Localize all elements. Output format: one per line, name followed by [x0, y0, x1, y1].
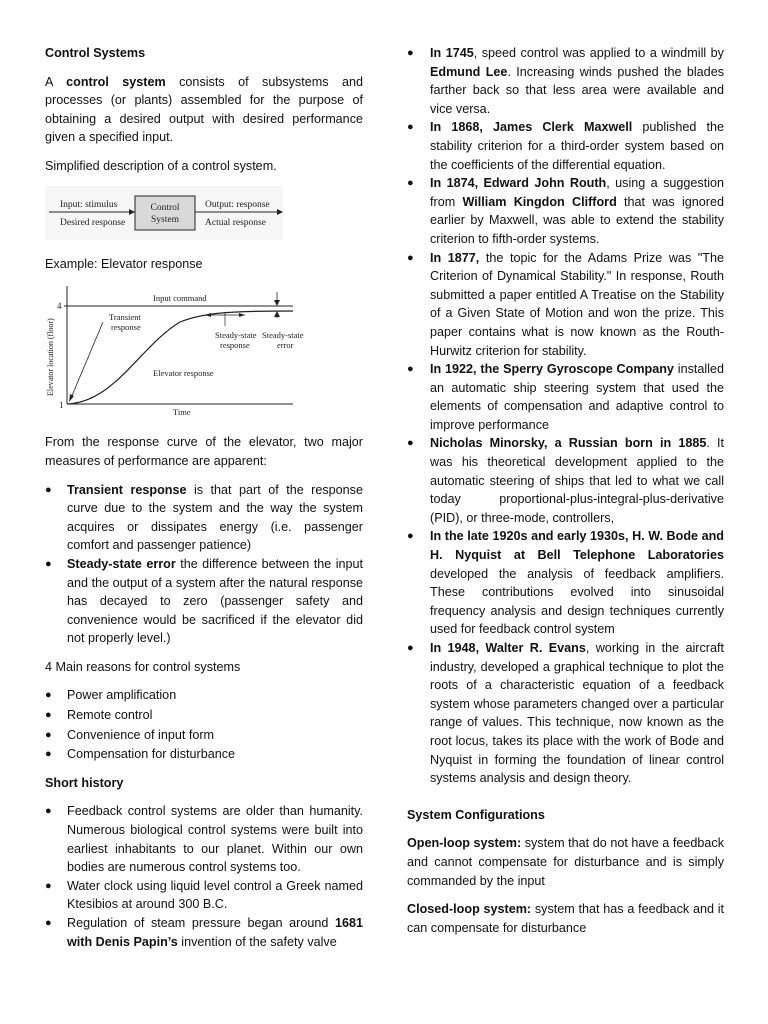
- intro-prefix: A: [45, 74, 67, 89]
- reasons-list: [45, 686, 363, 763]
- history-text: . It was his theoretical development applied to the automatic steering of ships that led to what we call today proportional-plus-integral-plus-derivative (PID), or three-mode, controllers,: [430, 436, 724, 525]
- history-text: , speed control was applied to a windmill by: [473, 46, 724, 60]
- list-item: [407, 434, 724, 527]
- history-bold: Nicholas Minorsky, a Russian born in 1885: [430, 436, 707, 451]
- measure-text: is that part of the response curve due to the system and the way the system acquires or dissipates energy (i.e. passenger comfort and passenger patience): [67, 482, 363, 553]
- history-list-right: [407, 44, 724, 788]
- reason-text: Remote control: [67, 708, 153, 723]
- reasons-heading: 4 Main reasons for control systems: [45, 659, 241, 674]
- steady-label-1: Steady-state: [215, 329, 257, 340]
- history-text: the topic for the Adams Prize was "The Criterion of Dynamical Stability." In response, Routh submitted a paper entitled A Treatise on the Stability of a Given State of Motion and won the prize. This paper contains what is now known as the Routh-Hurwitz criterion for stability.: [430, 250, 724, 358]
- history-text: Water clock using liquid level control a Greek named Ktesibios at around 300 B.C.: [67, 878, 363, 912]
- y-tick-bottom: 1: [59, 399, 64, 410]
- list-item: [45, 877, 363, 914]
- example-caption: Example: Elevator response: [45, 257, 203, 272]
- history-text: published the stability criterion for a third-order system based on the coefficients of the differential equation.: [430, 120, 724, 172]
- bullet-icon: ●: [45, 709, 52, 722]
- list-item: [407, 249, 724, 361]
- intro-rest: consists of subsystems and processes (or plants) assembled for the purpose of obtaining a desired output with desired performance given a specified input.: [45, 74, 363, 145]
- transient-label-1: Transient: [109, 311, 141, 322]
- history-bold: William Kingdon Clifford: [462, 194, 617, 209]
- elevator-response-curve: [67, 311, 293, 404]
- measures-intro: From the response curve of the elevator, two major measures of performance are apparent:: [45, 435, 363, 468]
- intro-paragraph: [45, 73, 363, 147]
- bd-output-top: Output: response: [205, 199, 270, 210]
- bullet-icon: ●: [45, 728, 52, 741]
- document-title: Control Systems: [45, 46, 146, 60]
- history-after: invention of the safety valve: [177, 934, 337, 949]
- y-tick-top: 4: [57, 300, 62, 311]
- measure-term: Steady-state error: [67, 556, 176, 571]
- bullet-icon: ●: [45, 483, 52, 496]
- list-item: [45, 914, 363, 951]
- steady-label-2: response: [220, 339, 250, 350]
- history-bold: In the late 1920s and early 1930s, H. W. Bode and H. Nyquist at Bell Telephone Laboratories: [430, 529, 724, 563]
- bullet-icon: ●: [45, 805, 52, 818]
- x-axis-label: Time: [173, 406, 191, 417]
- list-item: [407, 174, 724, 248]
- block-diagram-svg: [45, 186, 283, 240]
- measure-term: Transient response: [67, 482, 187, 497]
- bullet-icon: ●: [45, 557, 52, 570]
- history-bold: In 1745: [430, 46, 474, 60]
- block-diagram: [45, 186, 363, 246]
- bullet-icon: ●: [45, 748, 52, 761]
- config-heading: System Configurations: [407, 807, 545, 822]
- bullet-icon: ●: [407, 251, 414, 264]
- list-item: [407, 360, 724, 434]
- reason-text: Convenience of input form: [67, 727, 215, 742]
- elevator-response-svg: [45, 284, 304, 417]
- list-item: [45, 802, 363, 876]
- list-item: [45, 745, 363, 764]
- bullet-icon: ●: [45, 689, 52, 702]
- history-bold: In 1922, the Sperry Gyroscope Company: [430, 362, 674, 377]
- input-command-label: Input command: [153, 292, 207, 303]
- bullet-icon: ●: [407, 177, 414, 190]
- bullet-icon: ●: [407, 642, 414, 654]
- open-loop-text: system that do not have a feedback and cannot compensate for disturbance and is simply commanded by the input: [407, 836, 724, 888]
- open-loop-term: Open-loop system:: [407, 836, 522, 851]
- bullet-icon: ●: [407, 47, 414, 59]
- history-text: , working in the aircraft industry, developed a graphical technique to plot the roots of a characteristic equation of a feedback system whose parameters changed over a particular range of values. This technique, now known as the root locus, takes its place with the work of Bode and Nyquist in forming the foundation of linear control systems analysis and design theory.: [430, 641, 724, 786]
- curve-label: Elevator response: [153, 367, 214, 378]
- list-item: [407, 639, 724, 788]
- error-label-2: error: [277, 339, 294, 350]
- history-text: installed an automatic ship steering system that used the elements of compensation and adaptive control to improve performance: [430, 362, 724, 432]
- history-bold: In 1877,: [430, 250, 480, 265]
- bullet-icon: ●: [407, 363, 414, 376]
- open-loop-paragraph: [407, 834, 724, 890]
- history-text: that was ignored earlier by Maxwell, was able to extend the stability criterion to fifth-order systems.: [430, 194, 724, 246]
- bullet-icon: ●: [45, 879, 52, 892]
- bullet-icon: ●: [407, 437, 414, 450]
- list-item: [45, 726, 363, 745]
- intro-bold-term: control system: [66, 74, 166, 89]
- list-item: [407, 118, 724, 174]
- list-item: [407, 527, 724, 639]
- measures-list: [45, 481, 363, 648]
- measure-text: the difference between the input and the output of a system after the natural response has decayed to zero (passenger safety and convenience would be sacrificed if the elevator did not properly level.): [67, 556, 364, 646]
- bullet-icon: ●: [407, 530, 414, 543]
- history-text: Regulation of steam pressure began around: [67, 916, 335, 930]
- history-text: , using a suggestion from: [430, 176, 724, 209]
- right-column: [407, 44, 724, 947]
- left-column: [45, 44, 363, 961]
- transient-label-2: response: [111, 321, 141, 332]
- reason-text: Compensation for disturbance: [67, 747, 236, 762]
- list-item: [45, 555, 363, 648]
- bullet-icon: ●: [407, 121, 414, 134]
- bd-box-line2: System: [151, 214, 179, 225]
- history-list-left: [45, 802, 363, 951]
- history-bold: In 1874, Edward John Routh: [430, 176, 607, 191]
- closed-loop-paragraph: [407, 900, 724, 937]
- history-text: . Increasing winds pushed the blades farther back so that less area were available and vice versa.: [430, 64, 724, 116]
- list-item: [45, 706, 363, 725]
- list-item: [45, 481, 363, 555]
- history-bold: Edmund Lee: [430, 64, 508, 79]
- bullet-icon: ●: [45, 917, 52, 929]
- history-text: Feedback control systems are older than humanity. Numerous biological control systems were built into earliest inhabitants to our planet. Within our own bodies are numerous control systems too.: [67, 804, 363, 875]
- history-heading: Short history: [45, 775, 124, 790]
- simplified-caption: Simplified description of a control system.: [45, 158, 277, 173]
- bd-output-bottom: Actual response: [205, 217, 266, 228]
- reason-text: Power amplification: [67, 688, 177, 703]
- list-item: [407, 44, 724, 118]
- history-bold: 1681 with Denis Papin’s: [67, 916, 363, 949]
- error-label-1: Steady-state: [262, 329, 304, 340]
- history-bold: In 1948, Walter R. Evans: [430, 641, 586, 655]
- history-text: developed the analysis of feedback amplifiers. These contributions evolved into sinusoidal frequency analysis and design techniques currently used for feedback control system: [430, 566, 724, 637]
- bd-box-line1: Control: [150, 202, 180, 213]
- input-command-line: [67, 306, 293, 404]
- closed-loop-term: Closed-loop system:: [407, 902, 532, 917]
- bd-input-top: Input: stimulus: [60, 199, 118, 210]
- bd-input-bottom: Desired response: [60, 217, 126, 228]
- history-bold: In 1868, James Clerk Maxwell: [430, 120, 633, 135]
- list-item: [45, 686, 363, 705]
- closed-loop-text: system that has a feedback and it can compensate for disturbance: [407, 902, 725, 935]
- y-axis-label: Elevator location (floor): [46, 318, 55, 396]
- elevator-response-figure: [45, 284, 363, 422]
